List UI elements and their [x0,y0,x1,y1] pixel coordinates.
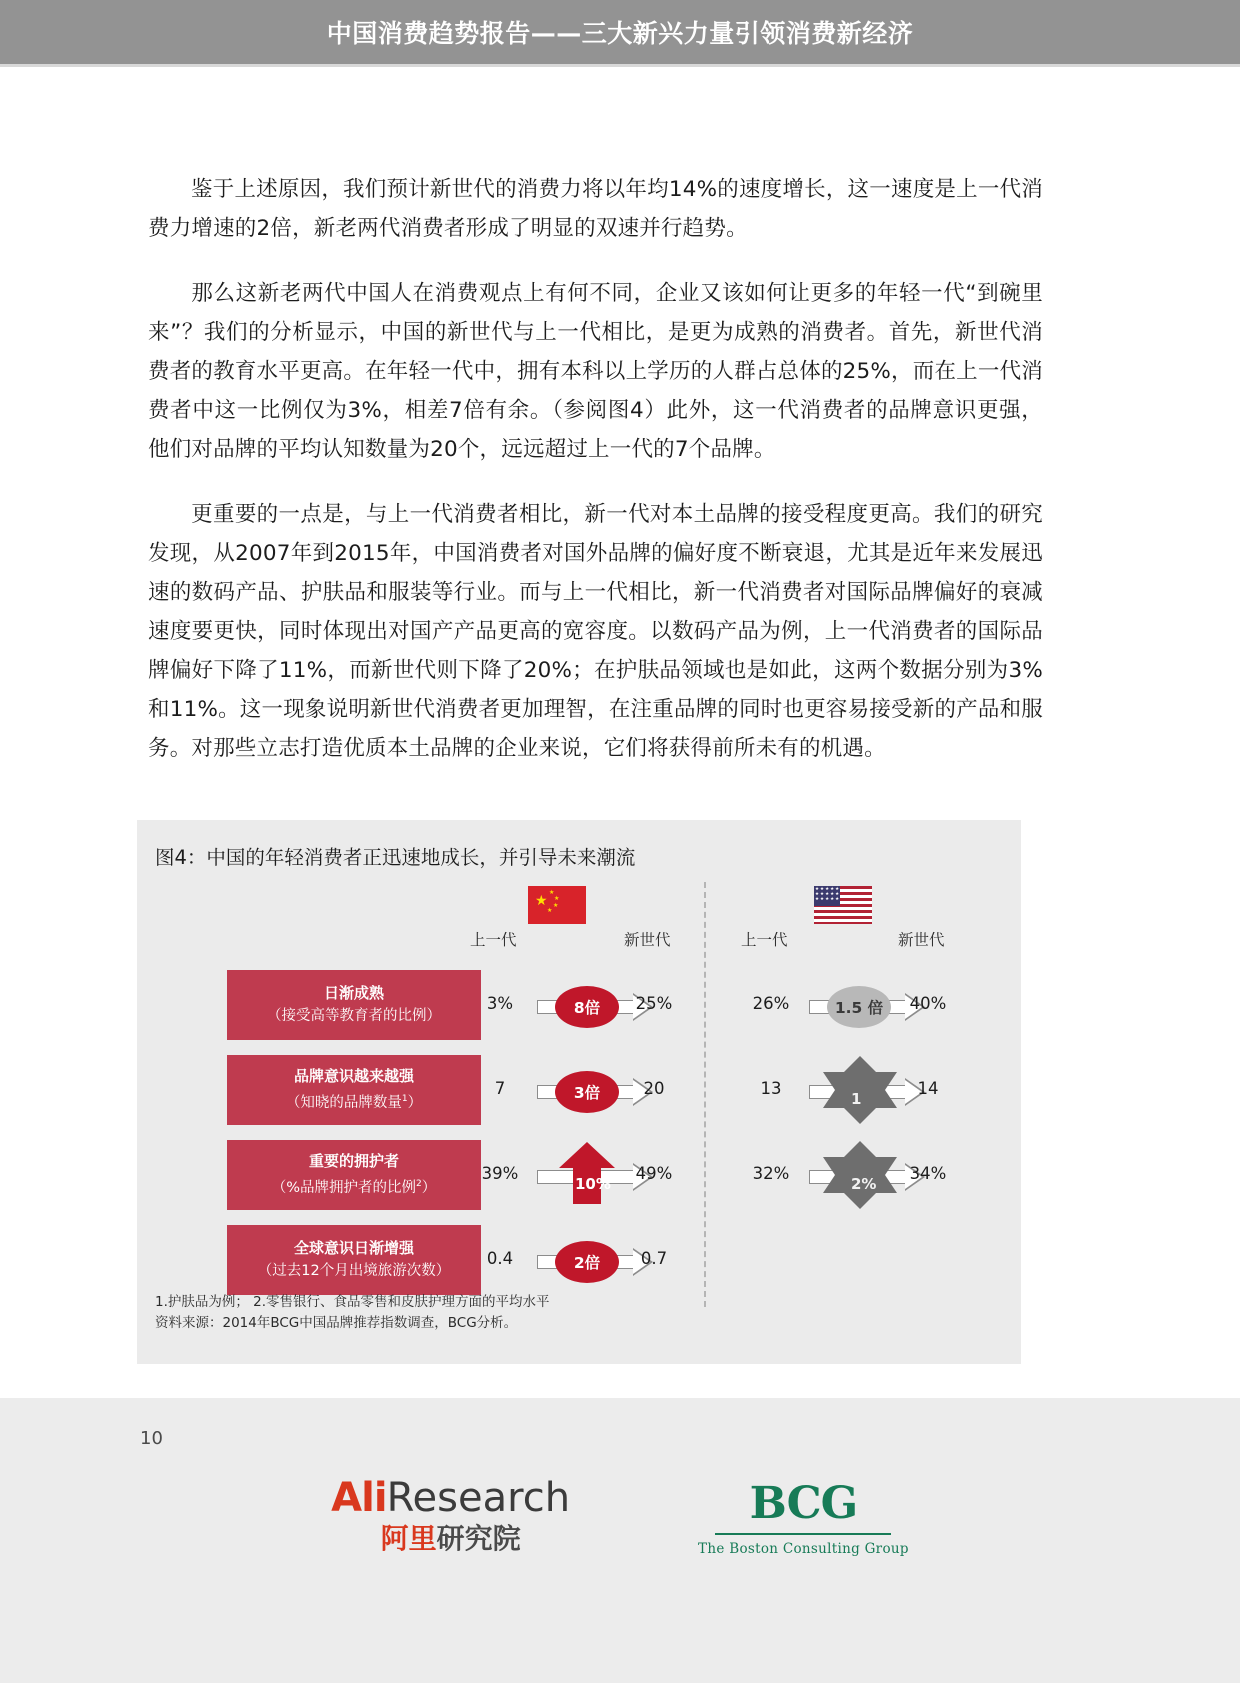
value-cn-new: 20 [643,1079,665,1098]
value-cn-old: 3% [486,994,514,1013]
header-divider [0,64,1240,67]
page-number: 10 [140,1428,163,1449]
table-row [137,1136,1021,1221]
bcg-logo [698,1476,909,1557]
figure-4-panel [137,820,1021,1364]
column-header-us-new: 新世代 [898,931,945,949]
bcg-subtitle: The Boston Consulting Group [698,1541,909,1557]
china-flag-small-star-icon: ★ [547,907,553,914]
footnote-source: 资料来源：2014年BCG中国品牌推荐指数调查，BCG分析。 [155,1315,518,1331]
aliresearch-cn-red-text: 阿里 [380,1522,437,1555]
page-footer [0,1398,1240,1683]
paragraph-2 [148,274,1043,469]
cn-multiplier-badge: 3倍 [555,1071,619,1113]
table-row [137,1051,1021,1136]
china-flag-icon [528,886,586,924]
column-header-cn-old: 上一代 [470,931,517,949]
up-arrow-icon [559,1142,615,1204]
value-us-new: 40% [909,994,947,1013]
row-label-footnote-marker: 2 [416,1179,422,1190]
value-cn-new: 25% [635,994,673,1013]
paragraph-2-text: 那么这新老两代中国人在消费观点上有何不同，企业又该如何让更多的年轻一代“到碗里来”？我们的分析显示，中国的新世代与上一代相比，是更为成熟的消费者。首先，新世代消费者的教育水平更高。在年轻一代中，拥有本科以上学历的人群占总体的25%，而在上一代消费者中这一比例仅为3%，相差7倍有余。（参阅图4）此外，这一代消费者的品牌意识更强，他们对品牌的平均认知数量为20个，远远超过上一代的7个品牌。 [148,281,1043,462]
usa-flag-field [814,886,872,924]
row-label-box [227,970,481,1040]
aliresearch-logo [331,1476,570,1556]
cn-multiplier-badge: 10% [575,1175,611,1193]
bcg-wordmark: BCG [749,1478,858,1529]
paragraph-1 [148,170,1043,248]
aliresearch-chinese-wordmark [331,1522,570,1556]
column-header-cn-new: 新世代 [624,931,671,949]
row-label-box [227,1140,481,1210]
page-header-title: 中国消费趋势报告——三大新兴力量引领消费新经济 [326,19,914,48]
aliresearch-cn-gray-text: 研究院 [436,1522,521,1555]
row-label-line2: （接受高等教育者的比例） [267,1008,441,1024]
footer-logos [0,1476,1240,1557]
row-label-box [227,1225,481,1295]
row-label-footnote-marker: 1 [401,1094,408,1105]
table-row [137,966,1021,1051]
value-cn-old: 39% [481,1164,519,1183]
usa-flag-icon [814,886,872,924]
china-flag-small-star-icon: ★ [549,889,555,896]
row-label-line2 [286,1088,422,1115]
value-us-old: 26% [752,994,790,1013]
paragraph-3 [148,495,1043,768]
column-header-row [137,928,1021,962]
value-cn-new: 49% [635,1164,673,1183]
china-flag-big-star-icon: ★ [535,893,548,909]
figure-footnotes [155,1292,550,1334]
value-cn-old: 0.4 [486,1249,514,1268]
value-us-old: 13 [760,1079,782,1098]
row-label-box [227,1055,481,1125]
column-header-us-old: 上一代 [741,931,788,949]
china-flag-small-star-icon: ★ [553,902,559,909]
body-text [148,170,1043,794]
footnote-1: 1.护肤品为例； 2.零售银行、食品零售和皮肤护理方面的平均水平 [155,1294,550,1310]
row-label-line1: 重要的拥护者 [308,1152,399,1171]
aliresearch-wordmark [331,1476,570,1520]
china-flag-small-star-icon: ★ [554,895,560,902]
value-cn-new: 0.7 [640,1249,668,1268]
figure-4-body [137,882,1021,1306]
row-label-line1: 品牌意识越来越强 [293,1067,414,1086]
value-us-new: 14 [917,1079,939,1098]
china-flag-field [528,886,586,924]
us-multiplier-badge: 1 [851,1090,862,1108]
row-label-line2: （过去12个月出境旅游次数） [257,1263,451,1279]
paragraph-3-text: 更重要的一点是，与上一代消费者相比，新一代对本土品牌的接受程度更高。我们的研究发现，从2007年到2015年，中国消费者对国外品牌的偏好度不断衰退，尤其是近年来发展迅速的数码产品、护肤品和服装等行业。而与上一代相比，新一代消费者对国际品牌偏好的衰减速度要更快，同时体现出对国产产品更高的宽容度。以数码产品为例，上一代消费者的国际品牌偏好下降了11%，而新世代则下降了20%；在护肤品领域也是如此，这两个数据分别为3%和11%。这一现象说明新世代消费者更加理智，在注重品牌的同时也更容易接受新的产品和服务。对那些立志打造优质本土品牌的企业来说，它们将获得前所未有的机遇。 [148,502,1043,761]
row-label-line2-end: ） [421,1179,437,1196]
row-label-line2-text: （知晓的品牌数量 [285,1094,402,1111]
bcg-logo-rule [715,1533,891,1535]
aliresearch-research-text: Research [386,1475,571,1521]
us-multiplier-badge: 2% [851,1175,877,1193]
cn-multiplier-badge: 2倍 [555,1241,619,1283]
paragraph-1-text: 鉴于上述原因，我们预计新世代的消费力将以年均14%的速度增长，这一速度是上一代消费力增速的2倍，新老两代消费者形成了明显的双速并行趋势。 [148,177,1043,241]
row-label-line2-text: （%品牌拥护者的比例 [271,1179,417,1196]
usa-flag-canton: ★★★★★ ★★★★★ ★★★★★ [814,886,840,906]
row-label-line2 [272,1173,437,1200]
row-label-line1: 全球意识日渐增强 [293,1239,414,1257]
value-cn-old: 7 [494,1079,506,1098]
row-label-line1: 日渐成熟 [323,984,384,1002]
value-us-old: 32% [752,1164,790,1183]
value-us-new: 34% [909,1164,947,1183]
row-label-line2-end: ） [407,1094,423,1111]
page-header [0,0,1240,64]
flag-row [137,882,1021,928]
cn-multiplier-badge: 8倍 [555,986,619,1028]
figure-4-title: 图4：中国的年轻消费者正迅速地成长，并引导未来潮流 [155,846,636,869]
figure-data-rows [137,966,1021,1306]
us-multiplier-badge: 1.5 倍 [827,986,891,1028]
aliresearch-ali-text: Ali [331,1475,387,1521]
